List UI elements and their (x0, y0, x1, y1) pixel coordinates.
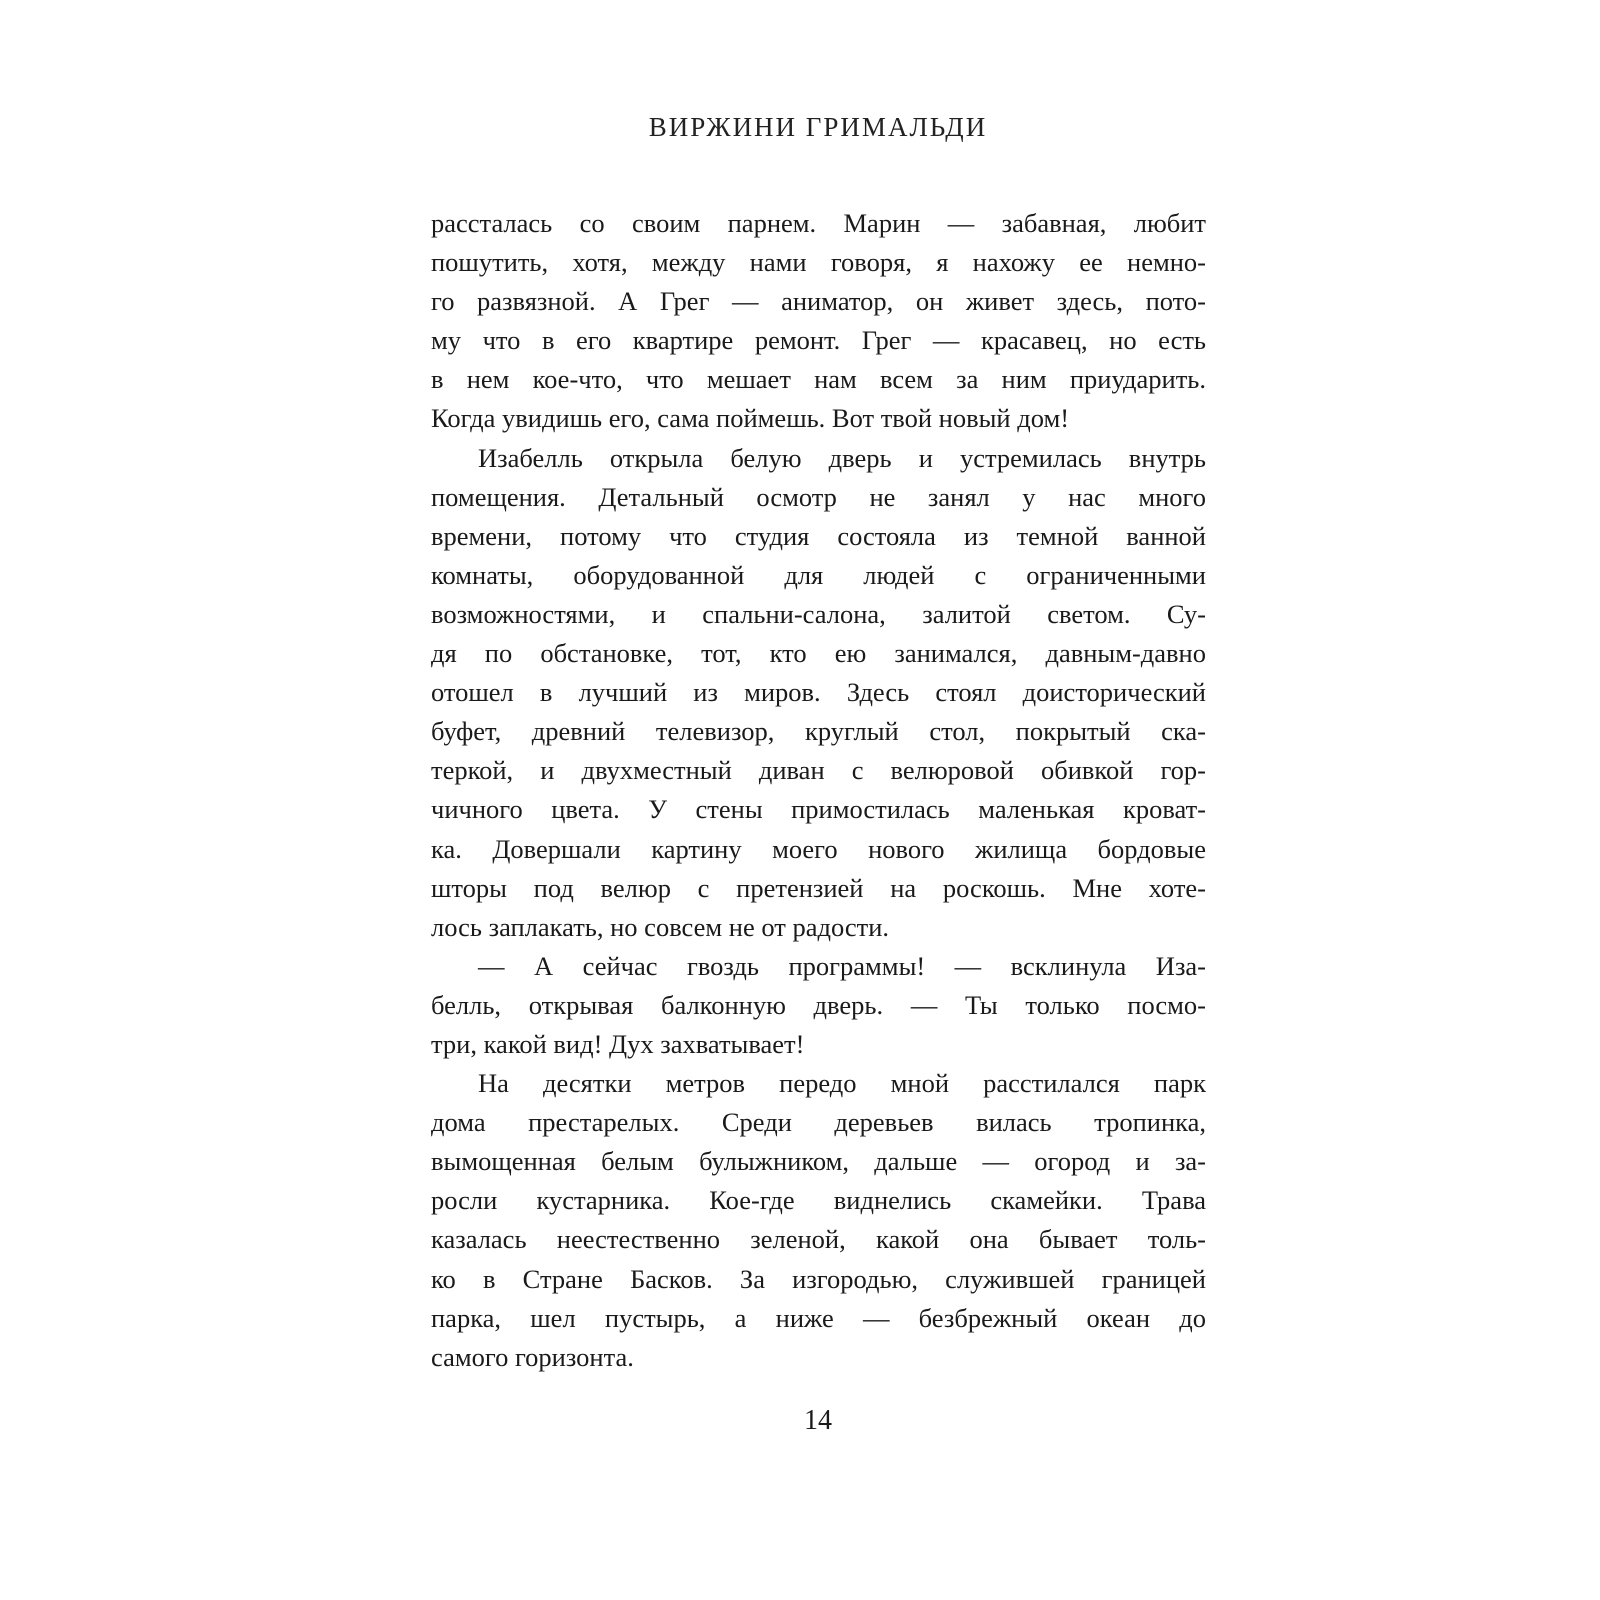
text-line: три, какой вид! Дух захватывает! (431, 1028, 805, 1059)
text-line: буфет, древний телевизор, круглый стол, покрытый ска- (431, 716, 1206, 747)
text-line: чичного цвета. У стены примостилась маленькая кроват- (431, 794, 1206, 825)
text-line: комнаты, оборудованной для людей с ограниченными (431, 559, 1206, 590)
text-line: в нем кое-что, что мешает нам всем за ним приударить. (431, 364, 1206, 395)
text-line: Изабелль открыла белую дверь и устремилась внутрь (478, 442, 1206, 473)
text-line: На десятки метров передо мной расстилался парк (478, 1068, 1206, 1099)
text-line: ко в Стране Басков. За изгородью, служившей границей (431, 1263, 1206, 1294)
text-line: теркой, и двухместный диван с велюровой обивкой гор- (431, 755, 1206, 786)
text-line: го развязной. А Грег — аниматор, он живет здесь, пото- (431, 286, 1206, 317)
text-line: пошутить, хотя, между нами говоря, я нахожу ее немно- (431, 247, 1206, 278)
text-line: помещения. Детальный осмотр не занял у нас много (431, 481, 1206, 512)
text-line: самого горизонта. (431, 1341, 634, 1372)
text-line: рассталась со своим парнем. Марин — забавная, любит (431, 208, 1206, 238)
text-line: росли кустарника. Кое-где виднелись скамейки. Трава (431, 1185, 1206, 1216)
text-line: лось заплакать, но совсем не от радости. (431, 911, 890, 942)
text-line: вымощенная белым булыжником, дальше — огород и за- (431, 1146, 1206, 1177)
text-line: парка, шел пустырь, а ниже — безбрежный океан до (431, 1302, 1206, 1333)
page-number: 14 (804, 1405, 832, 1436)
body-text (431, 204, 1206, 1377)
text-line: му что в его квартире ремонт. Грег — красавец, но есть (431, 325, 1206, 356)
text-line: казалась неестественно зеленой, какой она бывает толь- (431, 1224, 1206, 1255)
text-line: возможностями, и спальни-салона, залитой светом. Су- (431, 598, 1206, 629)
text-line: Когда увидишь его, сама поймешь. Вот твой новый дом! (431, 403, 1070, 434)
running-head-author: ВИРЖИНИ ГРИМАЛЬДИ (648, 112, 988, 142)
text-line: ка. Довершали картину моего нового жилища бордовые (431, 833, 1206, 864)
text-line: отошел в лучший из миров. Здесь стоял доисторический (431, 677, 1206, 708)
text-line: белль, открывая балконную дверь. — Ты только посмо- (431, 989, 1206, 1020)
text-line: — А сейчас гвоздь программы! — всклинула Иза- (478, 950, 1206, 981)
text-line: времени, потому что студия состояла из темной ванной (431, 520, 1206, 551)
text-line: дома престарелых. Среди деревьев вилась тропинка, (431, 1107, 1206, 1138)
text-line: дя по обстановке, тот, кто ею занимался, давным-давно (431, 638, 1206, 669)
text-line: шторы под велюр с претензией на роскошь. Мне хоте- (431, 872, 1206, 903)
